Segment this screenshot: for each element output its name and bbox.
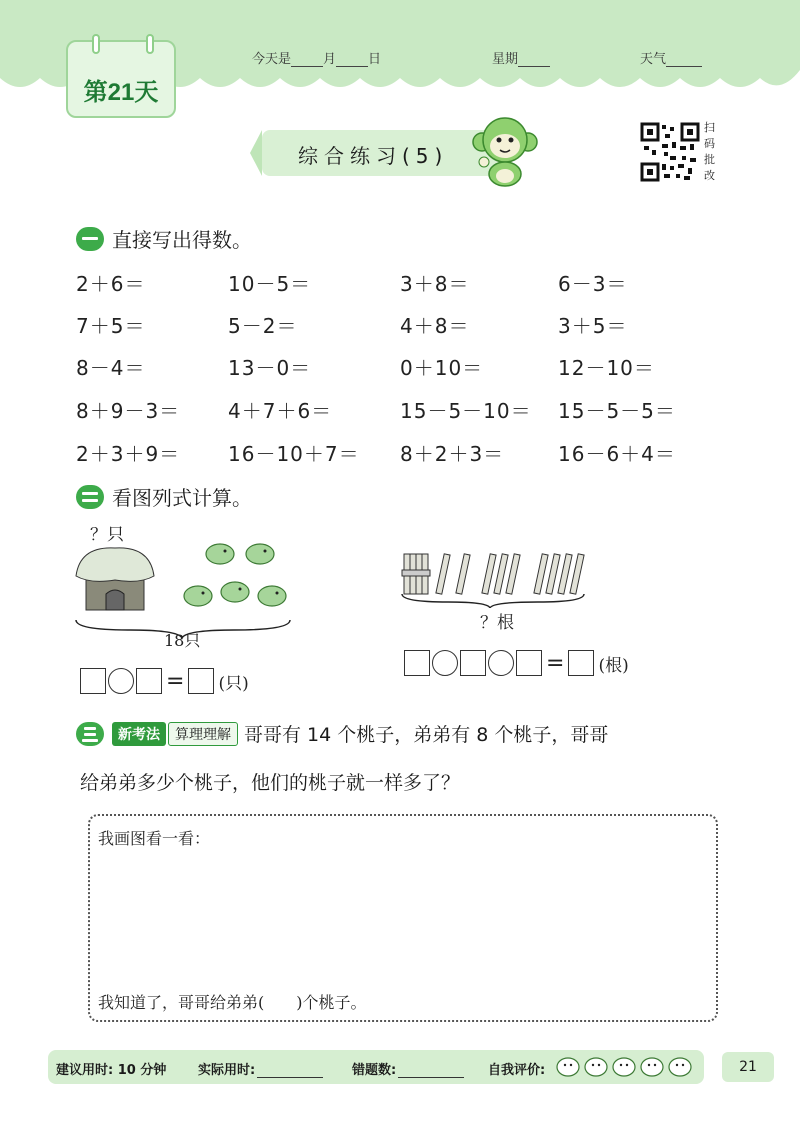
problem: 4＋7＋6＝ bbox=[228, 399, 333, 423]
bird-icon bbox=[184, 544, 286, 606]
question-type-tag: 算理理解 bbox=[168, 722, 238, 746]
qr-code-icon[interactable] bbox=[640, 122, 700, 182]
answer-box[interactable] bbox=[460, 650, 486, 676]
problem: 13－0＝ bbox=[228, 356, 312, 380]
suggested-time: 建议用时: 10 分钟 bbox=[56, 1063, 167, 1078]
answer-box[interactable] bbox=[404, 650, 430, 676]
problem: 3＋8＝ bbox=[400, 272, 470, 296]
problem: 16－6＋4＝ bbox=[558, 442, 676, 466]
date-field: 今天是 月 日 bbox=[252, 52, 382, 67]
section3-question-line2: 给弟弟多少个桃子，他们的桃子就一样多了？ bbox=[80, 772, 461, 794]
sticks-picture bbox=[398, 548, 598, 608]
problem: 0＋10＝ bbox=[400, 356, 484, 380]
error-count-field: 错题数: bbox=[352, 1059, 464, 1078]
page-title: 综合练习(5) bbox=[298, 144, 449, 168]
monkey-icon bbox=[470, 112, 540, 190]
unit-label: (根) bbox=[598, 655, 629, 676]
left-question-label: ？只 bbox=[90, 525, 124, 545]
unit-label: (只) bbox=[218, 673, 249, 694]
section-number-2 bbox=[76, 485, 104, 509]
section-number-1 bbox=[76, 227, 104, 251]
stick-icon bbox=[436, 554, 584, 594]
day-badge bbox=[66, 40, 176, 118]
problem: 15－5－5＝ bbox=[558, 399, 676, 423]
stick-bundle-icon bbox=[402, 554, 430, 594]
section-number-3 bbox=[76, 722, 104, 746]
page-number: 21 bbox=[722, 1052, 774, 1082]
problem: 16－10＋7＝ bbox=[228, 442, 360, 466]
birds-house-picture bbox=[70, 540, 300, 640]
left-total-label: 18只 bbox=[164, 631, 201, 650]
problem: 3＋5＝ bbox=[558, 314, 628, 338]
new-method-tag: 新考法 bbox=[112, 722, 166, 746]
day-label: 第21天 bbox=[83, 79, 159, 106]
left-answer-row: = (只) bbox=[80, 668, 249, 694]
problem: 15－5－10＝ bbox=[400, 399, 532, 423]
section2-title: 看图列式计算。 bbox=[112, 486, 252, 510]
qr-caption: 扫 码 批 改 bbox=[704, 121, 715, 182]
section1-title: 直接写出得数。 bbox=[112, 228, 252, 252]
rating-faces[interactable] bbox=[556, 1054, 696, 1080]
draw-prompt: 我画图看一看： bbox=[98, 829, 211, 848]
conclusion-sentence: 我知道了，哥哥给弟弟( )个桃子。 bbox=[98, 993, 367, 1012]
right-answer-row: = (根) bbox=[404, 650, 629, 676]
problem: 8＋2＋3＝ bbox=[400, 442, 505, 466]
operator-circle[interactable] bbox=[108, 668, 134, 694]
weather-field: 天气 bbox=[640, 48, 702, 67]
problem: 2＋3＋9＝ bbox=[76, 442, 181, 466]
answer-box[interactable] bbox=[136, 668, 162, 694]
smiley-icon bbox=[557, 1058, 691, 1076]
weekday-field: 星期 bbox=[492, 48, 550, 67]
title-ribbon bbox=[262, 130, 502, 176]
problem: 7＋5＝ bbox=[76, 314, 146, 338]
right-question-label: ？根 bbox=[480, 613, 514, 633]
problem: 5－2＝ bbox=[228, 314, 298, 338]
house-icon bbox=[76, 548, 154, 610]
operator-circle[interactable] bbox=[432, 650, 458, 676]
problem: 12－10＝ bbox=[558, 356, 655, 380]
answer-box[interactable] bbox=[568, 650, 594, 676]
section3-header bbox=[76, 720, 608, 747]
self-eval-label: 自我评价: bbox=[488, 1063, 546, 1078]
section2-header bbox=[76, 482, 252, 511]
section1-header bbox=[76, 224, 252, 253]
section3-question-line1: 哥哥有 14 个桃子，弟弟有 8 个桃子，哥哥 bbox=[244, 724, 609, 746]
problem: 8－4＝ bbox=[76, 356, 146, 380]
problem: 8＋9－3＝ bbox=[76, 399, 181, 423]
answer-box[interactable] bbox=[516, 650, 542, 676]
problem: 4＋8＝ bbox=[400, 314, 470, 338]
footer-bar bbox=[48, 1050, 704, 1084]
problem: 10－5＝ bbox=[228, 272, 312, 296]
answer-box[interactable] bbox=[80, 668, 106, 694]
problem: 6－3＝ bbox=[558, 272, 628, 296]
actual-time-field: 实际用时: bbox=[198, 1059, 323, 1078]
operator-circle[interactable] bbox=[488, 650, 514, 676]
problem: 2＋6＝ bbox=[76, 272, 146, 296]
answer-box[interactable] bbox=[188, 668, 214, 694]
